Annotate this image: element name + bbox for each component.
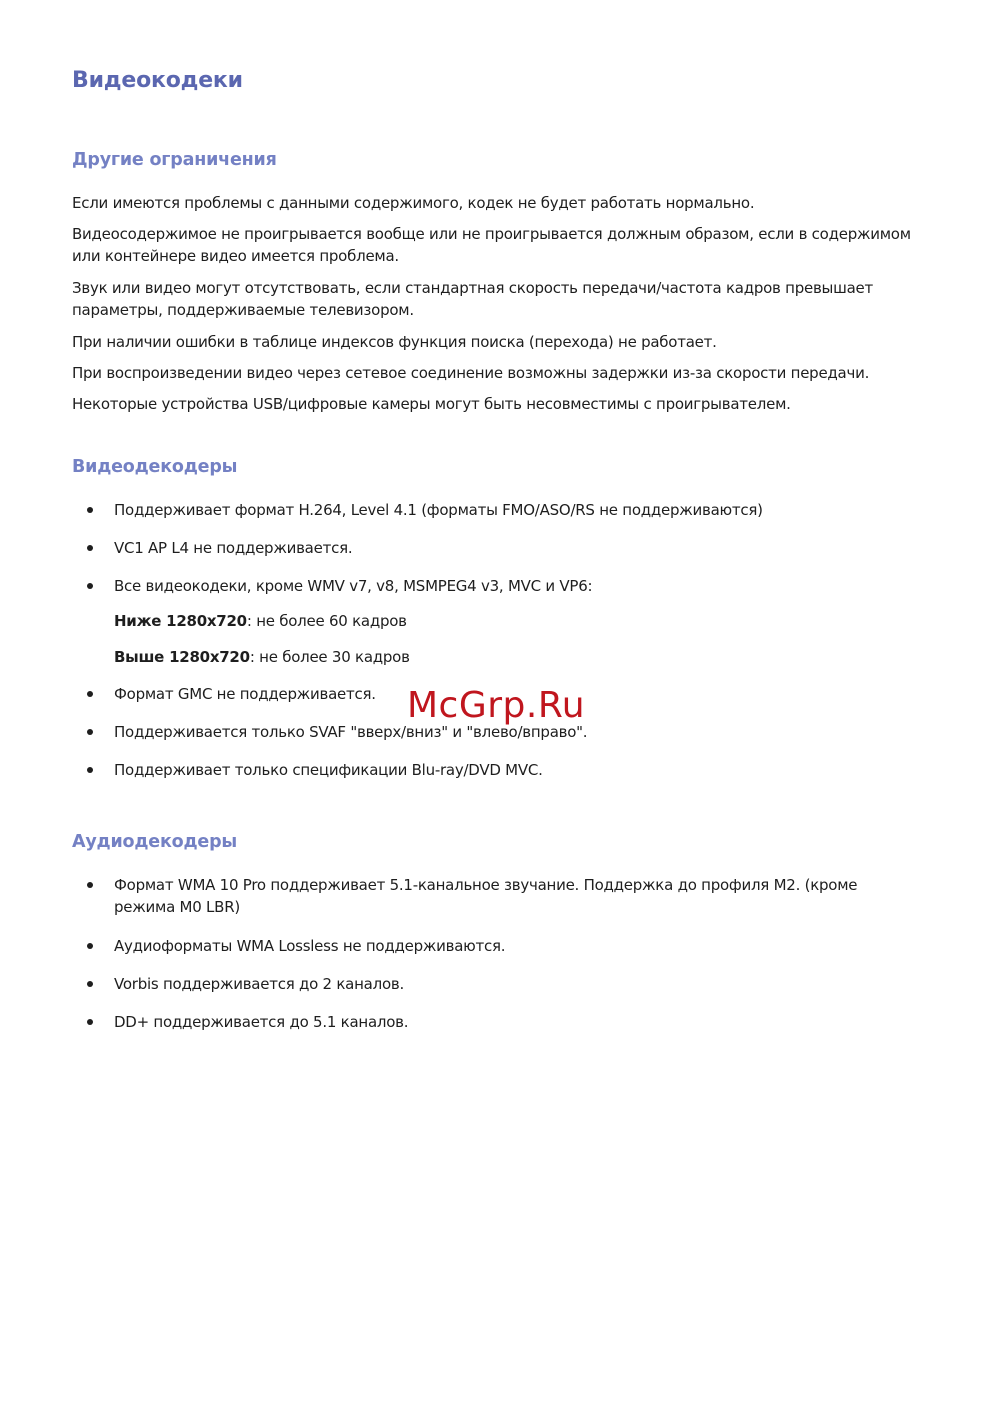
list-item-text: Поддерживает формат H.264, Level 4.1 (форматы FMO/ASO/RS не поддерживаются)	[114, 501, 763, 519]
list-item-text: DD+ поддерживается до 5.1 каналов.	[114, 1013, 409, 1031]
bullet-icon	[87, 943, 93, 949]
list-item-text: Поддерживается только SVAF "вверх/вниз" и "влево/вправо".	[114, 723, 588, 741]
paragraph: При воспроизведении видео через сетевое соединение возможны задержки из-за скорости передачи.	[72, 364, 870, 382]
frame-limit-value: : не более 60 кадров	[246, 612, 407, 630]
list-item-text: VC1 AP L4 не поддерживается.	[114, 539, 353, 557]
page-title: Видеокодеки	[72, 68, 243, 93]
list-item-text: Все видеокодеки, кроме WMV v7, v8, MSMPEG4 v3, MVC и VP6:	[114, 577, 593, 595]
section-heading-audio-decoders: Аудиодекодеры	[72, 832, 238, 852]
bullet-icon	[87, 507, 93, 513]
frame-limit-label: Выше 1280x720	[114, 648, 250, 666]
list-item-text: Аудиоформаты WMA Lossless не поддерживаются.	[114, 937, 506, 955]
paragraph: Некоторые устройства USB/цифровые камеры могут быть несовместимы с проигрывателем.	[72, 395, 791, 413]
paragraph: Видеосодержимое не проигрывается вообще или не проигрывается должным образом, если в содержимом или контейнере видео имеется проблема.	[72, 225, 911, 265]
paragraph: Звук или видео могут отсутствовать, если стандартная скорость передачи/частота кадров превышает параметры, поддерживаемые телевизором.	[72, 279, 874, 319]
bullet-icon	[87, 691, 93, 697]
bullet-icon	[87, 1019, 93, 1025]
section-heading-video-decoders: Видеодекодеры	[72, 457, 238, 477]
frame-limit-line	[114, 646, 410, 668]
frame-limit-label: Ниже 1280x720	[114, 612, 247, 630]
bullet-icon	[87, 545, 93, 551]
paragraph: При наличии ошибки в таблице индексов функция поиска (перехода) не работает.	[72, 333, 717, 351]
bullet-icon	[87, 729, 93, 735]
bullet-icon	[87, 767, 93, 773]
bullet-icon	[87, 882, 93, 888]
list-item-text: Vorbis поддерживается до 2 каналов.	[114, 975, 404, 993]
list-item-text: Формат WMA 10 Pro поддерживает 5.1-канальное звучание. Поддержка до профиля M2. (кроме режима M0 LBR)	[114, 876, 858, 916]
section-heading-other-restrictions: Другие ограничения	[72, 150, 277, 170]
watermark: McGrp.Ru	[407, 685, 586, 726]
bullet-icon	[87, 583, 93, 589]
frame-limit-value: : не более 30 кадров	[249, 648, 410, 666]
paragraph: Если имеются проблемы с данными содержимого, кодек не будет работать нормально.	[72, 194, 755, 212]
bullet-icon	[87, 981, 93, 987]
frame-limit-line	[114, 610, 407, 632]
list-item-text: Поддерживает только спецификации Blu-ray/DVD MVC.	[114, 761, 543, 779]
list-item-text: Формат GMC не поддерживается.	[114, 685, 376, 703]
